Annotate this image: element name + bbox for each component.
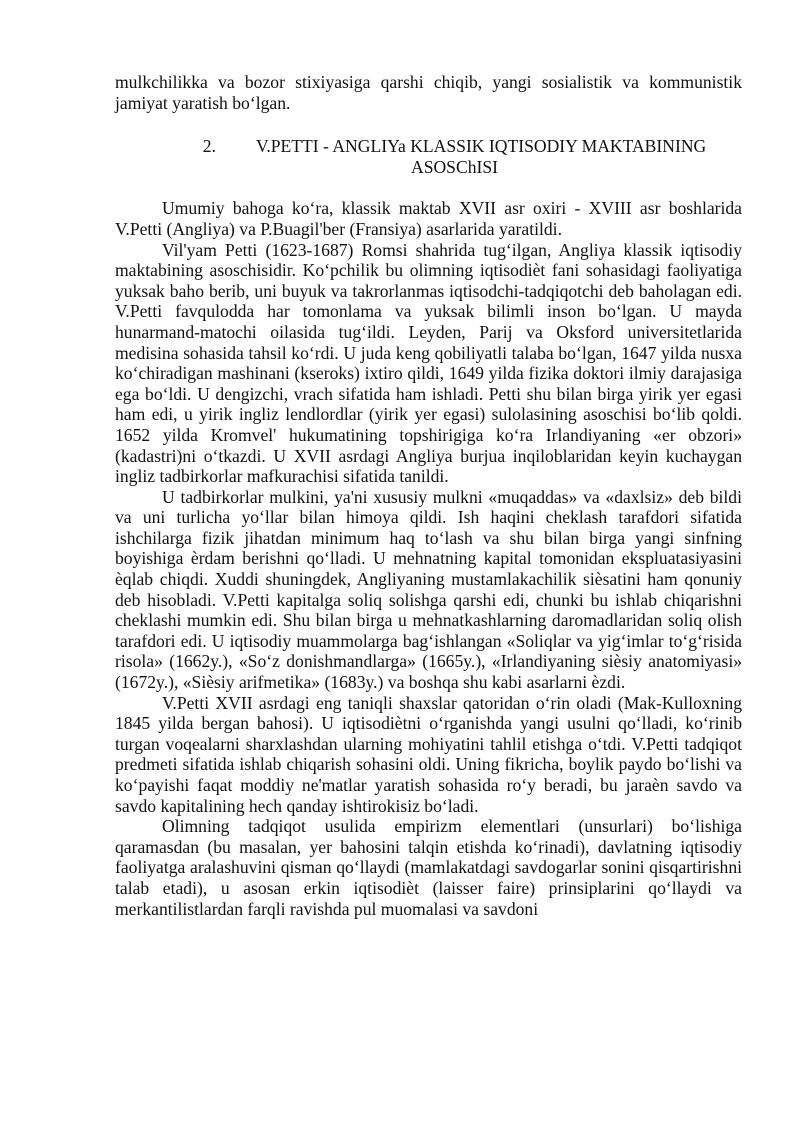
paragraph: Vil'yam Petti (1623-1687) Romsi shahrida tug‘ilgan, Angliya klassik iqtisodiy maktabining asoschisidir. Ko‘pchilik bu olimning iqtisodièt fani sohasidagi faoliyatiga yuksak baho berib, uni buyuk va takrorlanmas iqtisodchi-tadqiqotchi deb baholagan edi. V.Petti favqulodda har tomonlama va yuksak bilimli inson bo‘lgan. U mayda hunarmand-matochi oilasida tug‘ildi. Leyden, Parij va Oksford universitetlarida medisina sohasida tahsil ko‘rdi. U juda keng qobiliyatli talaba bo‘lgan, 1647 yilda nusxa ko‘chiradigan mashinani (kseroks) ixtiro qildi, 1649 yilda fizika doktori ilmiy darajasiga ega bo‘ldi. U dengizchi, vrach sifatida ham ishladi. Petti shu bilan birga yirik yer egasi ham edi, u yirik ingliz lendlordlar (yirik yer egasi) sulolasining asoschisi bo‘lib qoldi. 1652 yilda Kromvel' hukumatining topshirigiga ko‘ra Irlandiyaning «er obzori» (kadastri)ni o‘tkazdi. U XVII asrdagi Angliya burjua inqiloblaridan keyin kuchaygan ingliz tadbirkorlar mafkurachisi sifatida tanildi.	[115, 239, 742, 487]
document-page	[115, 72, 742, 919]
paragraph: V.Petti XVII asrdagi eng taniqli shaxslar qatoridan o‘rin oladi (Mak-Kulloxning 1845 yilda bergan bahosi). U iqtisodiètni o‘rganishda yangi usulni qo‘lladi, ko‘rinib turgan voqealarni sharxlashdan ularning mohiyatini tahlil etishga o‘tdi. V.Petti tadqiqot predmeti sifatida ishlab chiqarish sohasini oldi. Uning fikricha, boylik paydo bo‘lishi va ko‘payishi faqat moddiy ne'matlar yaratish sohasida ro‘y beradi, bu jaraèn savdo va savdo kapitalining hech qanday ishtirokisiz bo‘ladi.	[115, 692, 742, 816]
section-title: V.PETTI - ANGLIYa KLASSIK IQTISODIY MAKTABINING ASOSChISI	[255, 136, 707, 177]
paragraph: U tadbirkorlar mulkini, ya'ni xususiy mulkni «muqaddas» va «daxlsiz» deb bildi va uni turlicha yo‘llar bilan himoya qildi. Ish haqini cheklash tarafdori sifatida ishchilarga fizik jihatdan minimum haq to‘lash va shu bilan birga yangi sinfning boyishiga èrdam berishni qo‘lladi. U mehnatning kapital tomonidan ekspluatasiyasini èqlab chiqdi. Xuddi shuningdek, Angliyaning mustamlakachilik sièsatini ham qonuniy deb hisobladi. V.Petti kapitalga soliq solishga qarshi edi, chunki bu ishlab chiqarishni cheklashi mumkin edi. Shu bilan birga u mehnatkashlarning daromadlaridan soliq olish tarafdori edi. U iqtisodiy muammolarga bag‘ishlangan «Soliqlar va yig‘imlar to‘g‘risida risola» (1662y.), «So‘z donishmandlarga» (1665y.), «Irlandiyaning sièsiy anatomiyasi» (1672y.), «Sièsiy arifmetika» (1683y.) va boshqa shu kabi asarlarni èzdi.	[115, 486, 742, 693]
paragraph: Umumiy bahoga ko‘ra, klassik maktab XVII asr oxiri - XVIII asr boshlarida V.Petti (Angliya) va P.Buagil'ber (Fransiya) asarlarida yaratildi.	[115, 198, 742, 239]
intro-paragraph: mulkchilikka va bozor stixiyasiga qarshi chiqib, yangi sosialistik va kommunistik jamiyat yaratish bo‘lgan.	[115, 72, 742, 113]
section-heading	[115, 136, 742, 177]
section-number: 2.	[202, 136, 216, 157]
paragraph: Olimning tadqiqot usulida empirizm elementlari (unsurlari) bo‘lishiga qaramasdan (bu masalan, yer bahosini talqin etishda ko‘rinadi), davlatning iqtisodiy faoliyatga aralashuvini qisman qo‘llaydi (mamlakatdagi savdogarlar sonini qisqartirishni talab etadi), u asosan erkin iqtisodièt (laisser faire) prinsiplarini qo‘llaydi va merkantilistlardan farqli ravishda pul muomalasi va savdoni	[115, 816, 742, 919]
